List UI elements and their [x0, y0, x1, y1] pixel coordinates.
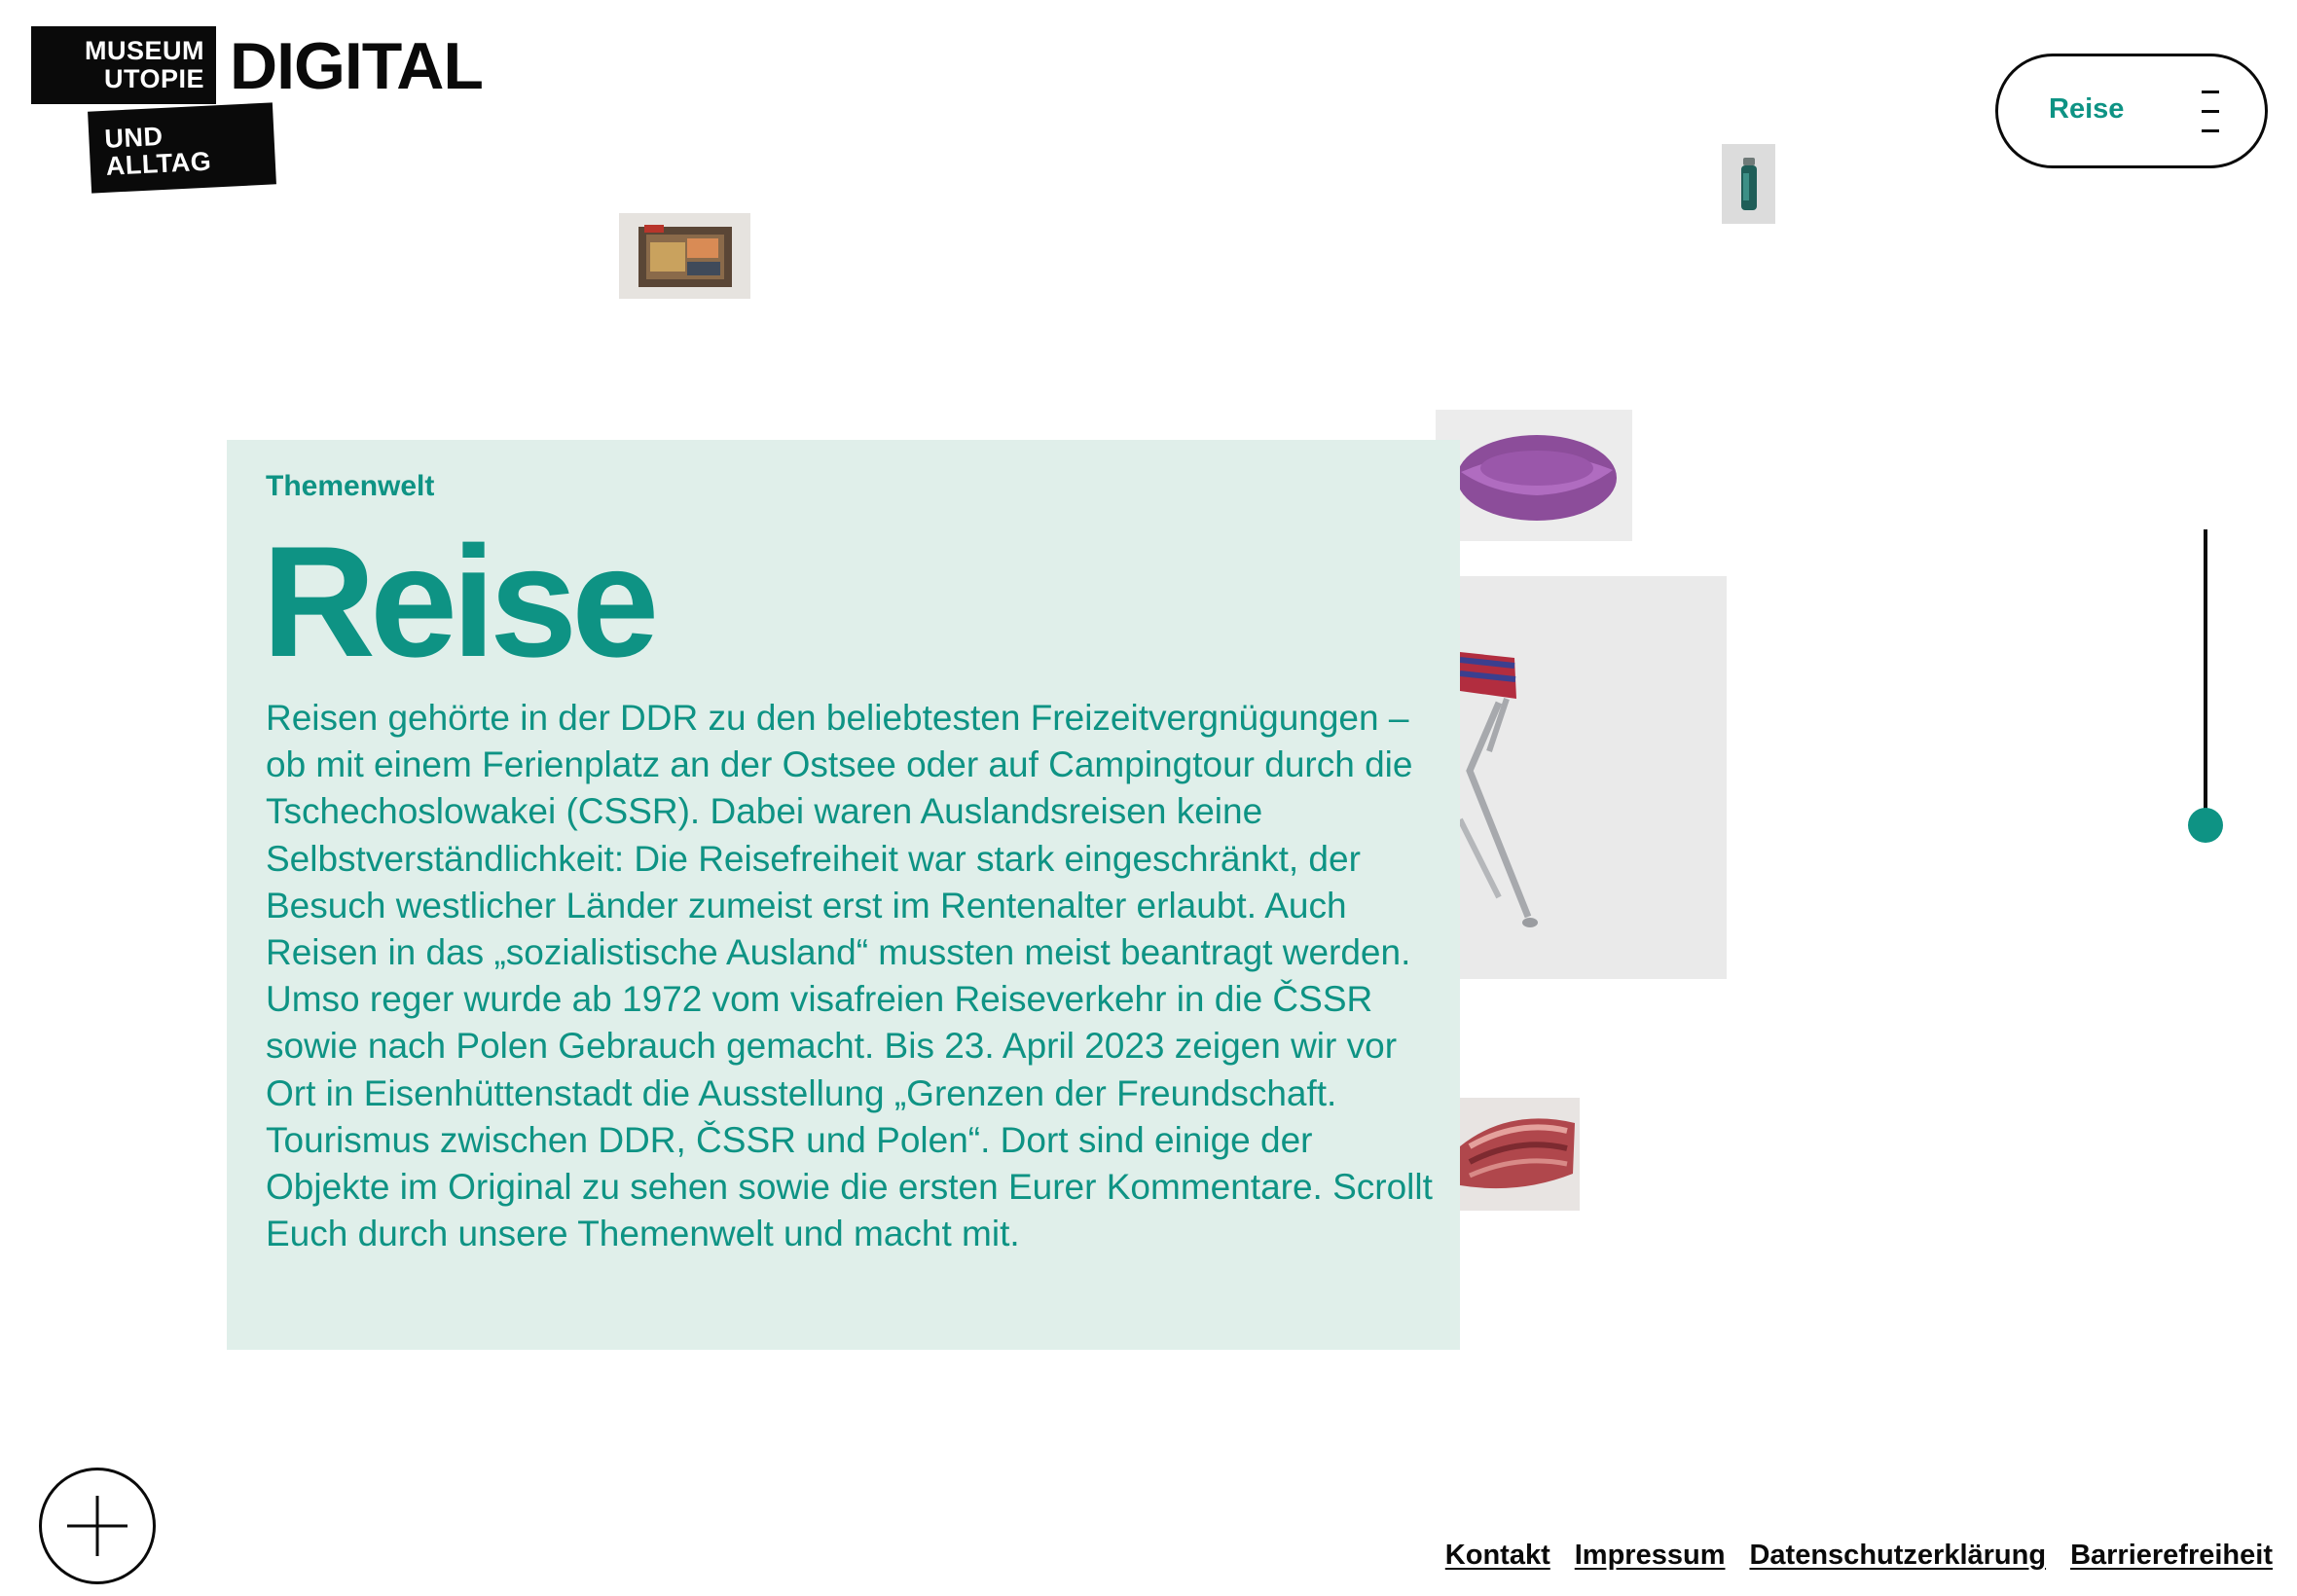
navigation-menu-button[interactable] [1995, 54, 2268, 168]
footer-links [1445, 1540, 2273, 1572]
theme-title: Reise [262, 514, 654, 690]
thermos-image [1722, 144, 1775, 224]
current-section-label: Reise [2049, 93, 2125, 125]
photo-book-image [619, 213, 750, 299]
logo-text-utopie: UTOPIE [103, 64, 204, 93]
purple-case-image [1436, 410, 1632, 541]
red-textile-image [1450, 1098, 1580, 1211]
scroll-progress-handle[interactable] [2188, 808, 2223, 843]
footer-link-impressum[interactable]: Impressum [1574, 1540, 1726, 1571]
logo-block-und-alltag [88, 102, 276, 193]
theme-kicker: Themenwelt [266, 470, 435, 502]
object-thumbnail-thermos[interactable] [1722, 144, 1775, 224]
camping-stool-image [1460, 576, 1727, 979]
logo-text-und: UND [103, 121, 164, 154]
add-comment-button[interactable] [39, 1468, 156, 1584]
object-thumbnail-camping-stool[interactable] [1460, 576, 1727, 979]
logo-text-museum: MUSEUM [85, 36, 204, 65]
footer-link-kontakt[interactable]: Kontakt [1444, 1540, 1550, 1571]
object-thumbnail-photo-book[interactable] [619, 213, 750, 299]
scroll-progress-track[interactable] [2204, 529, 2207, 824]
footer-link-barrierefreiheit[interactable]: Barrierefreiheit [2070, 1540, 2273, 1571]
object-thumbnail-red-textile[interactable] [1450, 1098, 1580, 1211]
theme-description: Reisen gehörte in der DDR zu den beliebtesten Freizeitvergnügungen – ob mit einem Ferienplatz an der Ostsee oder auf Campingtour durch die Tschechoslowakei (CSSR). Dabei waren Auslandsreisen keine Selbstverständlichkeit: Die Reisefreiheit war stark eingeschränkt, der Besuch westlicher Länder zumeist erst im Rentenalter erlaubt. Auch Reisen in das „sozialistische Ausland“ mussten meist beantragt werden. Umso reger wurde ab 1972 vom visafreien Reiseverkehr in die ČSSR sowie nach Polen Gebrauch gemacht. Bis 23. April 2023 zeigen wir vor Ort in Eisenhüttenstadt die Ausstellung „Grenzen der Freundschaft. Tourismus zwischen DDR, ČSSR und Polen“. Dort sind einige der Objekte im Original zu sehen sowie die ersten Eurer Kommentare. Scrollt Euch durch unsere Themenwelt und macht mit. [266, 698, 1433, 1254]
hamburger-menu-icon [2202, 91, 2219, 133]
logo-text-alltag: ALLTAG [105, 146, 212, 181]
logo-text-digital: DIGITAL [230, 29, 483, 103]
logo-block-museum-utopie [31, 26, 216, 104]
object-thumbnail-purple-case[interactable] [1436, 410, 1632, 541]
plus-icon [42, 1470, 153, 1581]
footer-link-datenschutz[interactable]: Datenschutzerklärung [1749, 1540, 2047, 1571]
theme-intro-panel [227, 440, 1460, 1350]
